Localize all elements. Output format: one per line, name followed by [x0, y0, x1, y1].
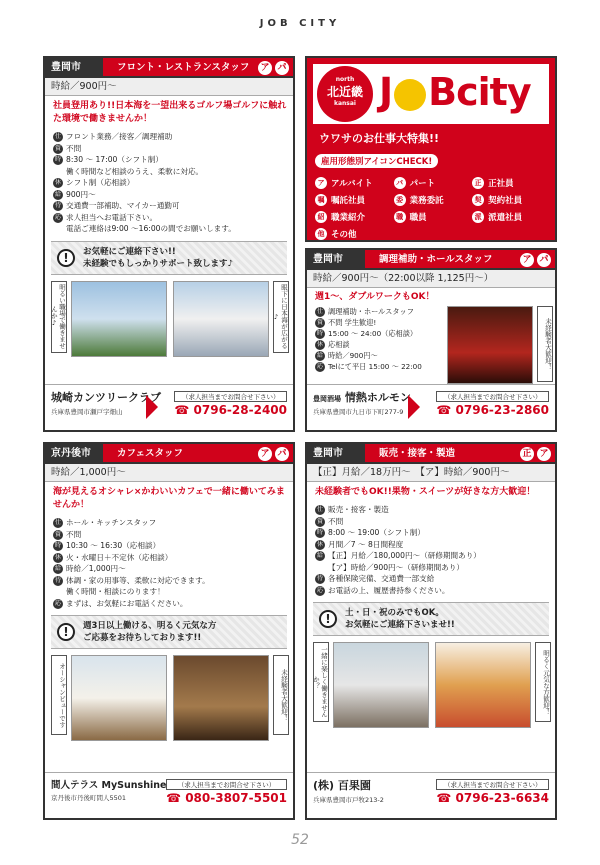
card-footer [45, 384, 293, 430]
regular-badge-icon: 正 [520, 447, 534, 461]
notice-box: ! 週3日以上働ける、明るく元気な方 ご応募をお待ちしております!! [51, 615, 287, 649]
apply-icon: 応 [54, 213, 61, 221]
city-label: 豊岡市 [307, 444, 365, 462]
photo-tag: 未経験者大歓迎！ [537, 306, 553, 382]
work-icon: 仕 [54, 133, 61, 140]
holiday-icon: 休 [54, 553, 61, 561]
page-header: JOB CITY [259, 18, 341, 29]
apply-icon: 応 [316, 363, 323, 370]
employment-type-icon: パ [394, 177, 406, 189]
wage-line: 【正】月給／18万円～ 【ア】時給／900円～ [307, 464, 555, 482]
photo-area [51, 281, 287, 357]
job-card-cafe [43, 442, 295, 820]
employment-type-icon: 職 [394, 211, 406, 223]
contact: （求人担当までお問合せ下さい） ☎ 0796-28-2400 [174, 393, 287, 417]
contact: （求人担当までお問合せ下さい） ☎ 080-3807-5501 [166, 781, 287, 805]
wage-line: 時給／900円～（22:00以降 1,125円～） [307, 270, 555, 288]
job-details: 仕 ホール・キッチンスタッフ 資 不問 時 10:30 ～ 16:30（応相談） 休 火・水曜日＋不定休（応相談） 給 時給／1,000円～ 待 体調・家の用事等、柔軟に対応できます。 働く時間・相談にのります！ 応 まずは、お気軽にお電話ください。 [54, 518, 210, 608]
holiday-icon: 休 [316, 540, 323, 548]
shop-address: 兵庫県豊岡市瀬戸字畑山 [51, 408, 123, 416]
catch-copy: 海が見えるオシャレ×かわいいカフェで一緒に働いてみませんか！ [53, 487, 285, 510]
employment-type-icon: 契 [472, 194, 484, 206]
city-label: 豊岡市 [307, 250, 365, 268]
employment-type-icon: 嘱 [315, 194, 327, 206]
city-label: 京丹後市 [45, 444, 103, 462]
part-badge-icon: パ [537, 253, 551, 267]
benefit-icon: 待 [54, 202, 61, 209]
job-title: 調理補助・ホールスタッフ ア パ [365, 250, 555, 268]
exclamation-icon: ! [57, 249, 75, 267]
salary-icon: 給 [54, 190, 61, 198]
cafe-sign-photo [173, 655, 269, 741]
catch-copy: 未経験者でもOK!!果物・スイーツが好きな方大歓迎！ [315, 487, 536, 497]
shop-name: (株) 百果園 [313, 779, 371, 792]
restaurant-photo [173, 281, 269, 357]
qualification-icon: 資 [316, 517, 323, 525]
employment-type-icon: 派 [472, 211, 484, 223]
card-footer [307, 384, 555, 430]
time-icon: 時 [54, 542, 61, 549]
holiday-icon: 休 [54, 179, 61, 186]
catch-copy: 週1～、ダブルワークもOK！ [315, 292, 435, 302]
job-card-golf [43, 56, 295, 432]
job-details: 仕 フロント業務／接客／調理補助 資 不問 時 8:30 ～ 17:00（シフト制） 働く時間など相談のうえ、柔軟に対応。 休 シフト制（応相談） 給 900円～ 待 交通費一部補助、マイカー通勤可 応 求人担当へお電話下さい。 電話ご連絡は9:00 ～16:00の間でお願いします。 [54, 132, 236, 233]
employment-type-icon: 委 [394, 194, 406, 206]
job-details: 仕 販売・接客・製造 資 不問 時 8:00 ～ 19:00（シフト制） 休 月間／7 ～ 8日間程度 給 【正】月給／180,000円～（研修期間あり） 【ア】時給／900円～（研修期間あり） 待 各種保険完備、交通費一部支給 応 お電話の上、履歴書持参ください。 [316, 505, 481, 595]
job-title: フロント・レストランスタッフ ア パ [103, 58, 293, 76]
benefit-icon: 待 [54, 576, 61, 584]
job-title: カフェスタッフ ア パ [103, 444, 293, 462]
holiday-icon: 休 [316, 341, 323, 348]
qualification-icon: 資 [54, 530, 61, 538]
arbeit-badge-icon: ア [520, 253, 534, 267]
notice-box: ! お気軽にご連絡下さい!! 未経験でもしっかりサポート致します♪ [51, 241, 287, 275]
photo-area [313, 642, 549, 728]
salary-icon: 給 [316, 352, 323, 359]
employment-type-icon: ア [315, 177, 327, 189]
card-footer [307, 772, 555, 818]
arbeit-badge-icon: ア [258, 447, 272, 461]
phone-number[interactable]: ☎ 0796-23-2860 [436, 403, 549, 417]
brand-name: J Bcity [379, 70, 531, 114]
job-card-hormone [305, 248, 557, 432]
employment-type-icon: 他 [315, 228, 327, 240]
photo-tag: 一緒に楽しく働きませんか？ [313, 642, 329, 722]
cafe-interior-photo [71, 655, 167, 741]
card-title-bar [45, 58, 293, 78]
job-title: 販売・接客・製造 正 ア [365, 444, 555, 462]
part-badge-icon: パ [275, 447, 289, 461]
phone-number[interactable]: ☎ 0796-28-2400 [174, 403, 287, 417]
card-footer [45, 772, 293, 818]
work-icon: 仕 [54, 519, 61, 526]
employment-icon-legend: ア アルバイト パ パート 正 正社員 嘱 嘱託社員 委 業務委託 契 契約社員 紹 職業紹介 職 職員 派 派遣社員 他 その他 [315, 174, 551, 242]
exclamation-icon: ! [57, 623, 75, 641]
arrow-icon [408, 395, 420, 419]
city-label: 豊岡市 [45, 58, 103, 76]
salary-icon: 給 [54, 565, 61, 572]
time-icon: 時 [316, 529, 323, 536]
golf-photo [71, 281, 167, 357]
qualification-icon: 資 [316, 319, 323, 326]
arbeit-badge-icon: ア [537, 447, 551, 461]
phone-number[interactable]: ☎ 080-3807-5501 [166, 791, 287, 805]
shop-name: 間人テラス MySunshine [51, 780, 167, 791]
page-number: 52 [291, 832, 309, 848]
icon-check-label: 雇用形態別アイコンCHECK! [315, 154, 438, 168]
shop-address: 京丹後市丹後町間人5501 [51, 794, 127, 802]
catch-copy: 社員登用あり!!日本海を一望出来るゴルフ場ゴルフに触れた環境で働きませんか！ [53, 101, 287, 124]
wage-line: 時給／900円～ [45, 78, 293, 96]
work-icon: 仕 [316, 506, 323, 513]
photo-tag: 未経験者大歓迎！ [273, 655, 289, 735]
qualification-icon: 資 [54, 144, 61, 152]
north-kinki-badge: north 北近畿 kansai [317, 66, 373, 122]
contact: （求人担当までお問合せ下さい） ☎ 0796-23-6634 [436, 781, 549, 805]
employment-type-icon: 紹 [315, 211, 327, 223]
benefit-icon: 待 [316, 575, 323, 582]
time-icon: 時 [316, 330, 323, 337]
shop-address: 兵庫県豊岡市九日市下町277-9 [313, 408, 404, 416]
job-card-hyakkaen [305, 442, 557, 820]
notice-box: ! 土・日・祝のみでもOK。 お気軽にご連絡下さいませ!! [313, 602, 549, 636]
sweets-photo [435, 642, 531, 728]
shop-name: 豊岡酒場 情熱ホルモン [313, 391, 411, 404]
employment-type-icon: 正 [472, 177, 484, 189]
photo-tag: 明るい職場で働きませんか♪ [51, 281, 67, 353]
contact: （求人担当までお問合せ下さい） ☎ 0796-23-2860 [436, 393, 549, 417]
restaurant-photo [447, 306, 533, 384]
logo-subtitle: ウワサのお仕事大特集!! [319, 132, 440, 145]
photo-tag: 眼下に日本海が広がる♪ [273, 281, 289, 353]
shop-photo [333, 642, 429, 728]
arrow-icon [146, 395, 158, 419]
phone-number[interactable]: ☎ 0796-23-6634 [436, 791, 549, 805]
job-details: 仕 調理補助・ホールスタッフ 資 不問 学生歓迎! 時 15:00 ～ 24:00（応相談） 休 応相談 給 時給／900円～ 応 Telにて平日 15:00 ～ 22:00 [316, 307, 422, 371]
work-icon: 仕 [316, 308, 323, 315]
jobcity-logo [305, 56, 557, 242]
exclamation-icon: ! [319, 610, 337, 628]
wage-line: 時給／1,000円～ [45, 464, 293, 482]
smile-icon [394, 79, 426, 111]
time-icon: 時 [54, 156, 61, 163]
shop-address: 兵庫県豊岡市戸牧213-2 [313, 796, 384, 804]
arbeit-badge-icon: ア [258, 61, 272, 75]
salary-icon: 給 [316, 552, 323, 559]
shop-name: 城崎カンツリークラブ [51, 391, 161, 404]
photo-tag: オーシャンビューです [51, 655, 67, 735]
apply-icon: 応 [54, 599, 61, 607]
photo-area [51, 655, 287, 741]
apply-icon: 応 [316, 586, 323, 594]
photo-tag: 明るく元気な方歓迎！ [535, 642, 551, 722]
part-badge-icon: パ [275, 61, 289, 75]
